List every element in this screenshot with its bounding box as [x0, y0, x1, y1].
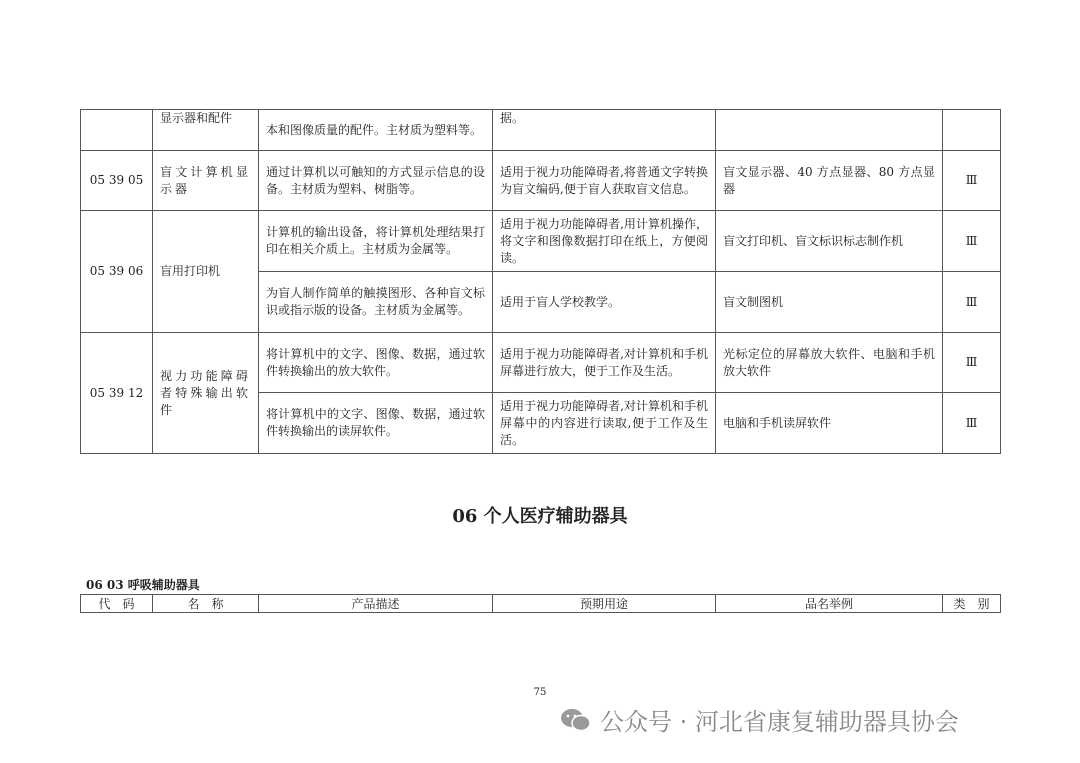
name-cell: 显示器和配件 [153, 110, 259, 151]
category-cell [943, 110, 1001, 151]
category-cell: Ⅲ [943, 211, 1001, 272]
use-cell: 适用于视力功能障碍者,对计算机和手机屏幕中的内容进行读取,便于工作及生活。 [493, 393, 716, 454]
desc-cell: 本和图像质量的配件。主材质为塑料等。 [259, 110, 493, 151]
category-cell: Ⅲ [943, 151, 1001, 211]
desc-cell: 为盲人制作简单的触摸图形、各种盲文标识或指示版的设备。主材质为金属等。 [259, 272, 493, 333]
code-cell: 05 39 12 [81, 333, 153, 454]
section-title: 06 个人医疗辅助器具 [452, 506, 628, 527]
code-cell: 05 39 05 [81, 151, 153, 211]
examples-cell: 光标定位的屏幕放大软件、电脑和手机放大软件 [716, 333, 943, 393]
desc-cell: 将计算机中的文字、图像、数据，通过软件转换输出的读屏软件。 [259, 393, 493, 454]
table-row [81, 333, 1001, 393]
desc-cell: 通过计算机以可触知的方式显示信息的设备。主材质为塑料、树脂等。 [259, 151, 493, 211]
use-cell: 据。 [493, 110, 716, 151]
desc-cell: 将计算机中的文字、图像、数据，通过软件转换输出的放大软件。 [259, 333, 493, 393]
category-cell: Ⅲ [943, 393, 1001, 454]
examples-cell: 盲文显示器、40 方点显器、80 方点显器 [716, 151, 943, 211]
header-examples: 品名举例 [716, 595, 943, 613]
name-cell: 盲文计算机显示器 [153, 151, 259, 211]
use-cell: 适用于视力功能障碍者,用计算机操作，将文字和图像数据打印在纸上，方便阅读。 [493, 211, 716, 272]
code-cell [81, 110, 153, 151]
name-cell: 盲用打印机 [153, 211, 259, 333]
table-row [81, 151, 1001, 211]
watermark [560, 702, 959, 737]
use-cell: 适用于视力功能障碍者,将普通文字转换为盲文编码,便于盲人获取盲文信息。 [493, 151, 716, 211]
examples-cell: 电脑和手机读屏软件 [716, 393, 943, 454]
examples-cell: 盲文制图机 [716, 272, 943, 333]
header-use: 预期用途 [493, 595, 716, 613]
name-cell: 视力功能障碍者特殊输出软件 [153, 333, 259, 454]
desc-cell: 计算机的输出设备，将计算机处理结果打印在相关介质上。主材质为金属等。 [259, 211, 493, 272]
code-cell: 05 39 06 [81, 211, 153, 333]
header-table [80, 594, 1001, 613]
table-row [81, 110, 1001, 151]
examples-cell: 盲文打印机、盲文标识标志制作机 [716, 211, 943, 272]
header-desc: 产品描述 [259, 595, 493, 613]
category-cell: Ⅲ [943, 333, 1001, 393]
examples-cell [716, 110, 943, 151]
device-table [80, 109, 1001, 454]
page-number: 75 [533, 687, 547, 698]
use-cell: 适用于视力功能障碍者,对计算机和手机屏幕进行放大，便于工作及生活。 [493, 333, 716, 393]
subsection-title: 06 03 呼吸辅助器具 [86, 578, 200, 592]
header-name: 名 称 [153, 595, 259, 613]
header-category: 类 别 [943, 595, 1001, 613]
table-row [81, 211, 1001, 272]
watermark-text: 公众号 · 河北省康复辅助器具协会 [600, 708, 959, 736]
use-cell: 适用于盲人学校教学。 [493, 272, 716, 333]
category-cell: Ⅲ [943, 272, 1001, 333]
header-code: 代 码 [81, 595, 153, 613]
wechat-icon [560, 707, 592, 733]
header-row [81, 595, 1001, 613]
